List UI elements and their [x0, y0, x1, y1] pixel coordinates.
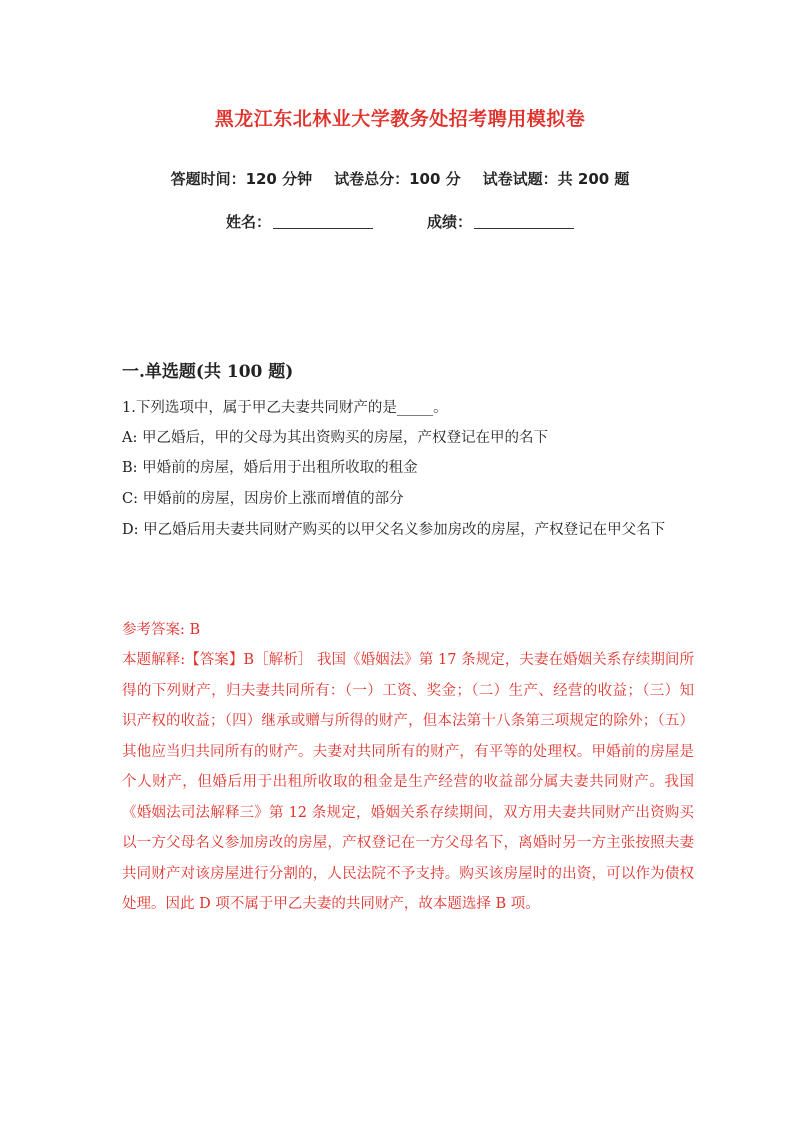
option-a: A: 甲乙婚后，甲的父母为其出资购买的房屋，产权登记在甲的名下: [122, 430, 548, 446]
exam-total-score: 试卷总分：100 分: [334, 170, 461, 188]
answer-explanation: 本题解释:【答案】B［解析］ 我国《婚姻法》第 17 条规定，夫妻在婚姻关系存续期间所得的下列财产，归夫妻共同所有：（一）工资、奖金；（二）生产、经营的收益；（三）知识产权的收益；（四）继承或赠与所得的财产，但本法第十八条第三项规定的除外；（五）其他应当归共同所有的财产。夫妻对共同所有的财产，有平等的处理权。甲婚前的房屋是个人财产，但婚后用于出租所收取的租金是生产经营的收益部分属夫妻共同财产。我国《婚姻法司法解释三》第 12 条规定，婚姻关系存续期间，双方用夫妻共同财产出资购买以一方父母名义参加房改的房屋，产权登记在一方父母名下，离婚时另一方主张按照夫妻共同财产对该房屋进行分割的，人民法院不予支持。购买该房屋时的出资，可以作为债权处理。因此 D 项不属于甲乙夫妻的共同财产，故本题选择 B 项。: [122, 652, 694, 912]
score-blank: [474, 214, 574, 229]
exam-time: 答题时间：120 分钟: [170, 170, 313, 188]
score-label: 成绩：: [427, 213, 473, 231]
option-b: B: 甲婚前的房屋，婚后用于出租所收取的租金: [122, 460, 418, 476]
name-blank: [273, 214, 373, 229]
exam-total-questions: 试卷试题：共 200 题: [482, 170, 630, 188]
section-title: 一.单选题(共 100 题): [122, 362, 294, 382]
exam-title: 黑龙江东北林业大学教务处招考聘用模拟卷: [214, 108, 586, 130]
question-stem: 1.下列选项中，属于甲乙夫妻共同财产的是_____。: [122, 400, 448, 416]
option-c: C: 甲婚前的房屋，因房价上涨而增值的部分: [122, 491, 404, 507]
name-label: 姓名：: [225, 213, 271, 231]
name-score-row: [0, 211, 800, 232]
answer-line: 参考答案: B: [122, 622, 201, 638]
exam-meta: [0, 168, 800, 189]
option-d: D: 甲乙婚后用夫妻共同财产购买的以甲父名义参加房改的房屋，产权登记在甲父名下: [122, 522, 666, 538]
